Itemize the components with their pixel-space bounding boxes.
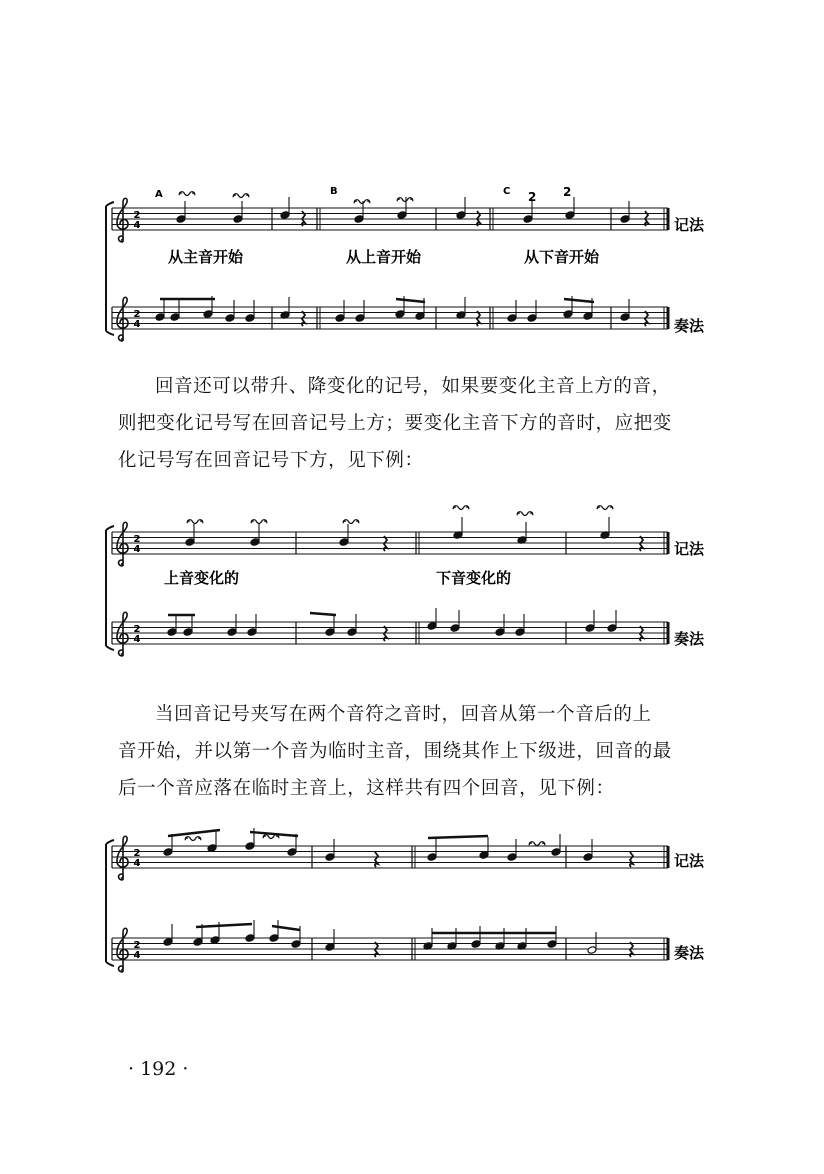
- row-label-notation: 记法: [674, 852, 705, 870]
- page-number: · 192 ·: [128, 1058, 189, 1080]
- row-label-performance: 奏法: [674, 944, 705, 962]
- caption-lower-altered: 下音变化的: [436, 569, 512, 587]
- paragraph-line: 则把变化记号写在回音记号上方；要变化主音下方的音时，应把变: [118, 413, 672, 434]
- row-label-notation: 记法: [674, 540, 705, 558]
- paragraph-line: 后一个音应落在临时主音上，这样共有四个回音，见下例：: [118, 778, 615, 799]
- marker-a: A: [155, 189, 163, 200]
- caption-from-main: 从主音开始: [168, 248, 244, 266]
- paragraph-line: 当回音记号夹写在两个音符之音时，回音从第一个音后的上: [155, 704, 652, 725]
- row-label-performance: 奏法: [674, 630, 705, 648]
- row-label-notation: 记法: [674, 216, 705, 234]
- caption-from-upper: 从上音开始: [346, 248, 422, 266]
- marker-b: B: [330, 186, 338, 197]
- marker-c: C: [503, 186, 511, 197]
- caption-from-lower: 从下音开始: [524, 248, 600, 266]
- paragraph-line: 回音还可以带升、降变化的记号，如果要变化主音上方的音，: [155, 376, 671, 397]
- fingering-2: 2: [563, 185, 572, 199]
- paragraph-line: 化记号写在回音记号下方，见下例：: [118, 450, 424, 471]
- caption-upper-altered: 上音变化的: [164, 569, 240, 587]
- paragraph-line: 音开始，并以第一个音为临时主音，围绕其作上下级进，回音的最: [118, 741, 672, 762]
- row-label-performance: 奏法: [674, 317, 705, 335]
- fingering-1: 2: [528, 190, 537, 204]
